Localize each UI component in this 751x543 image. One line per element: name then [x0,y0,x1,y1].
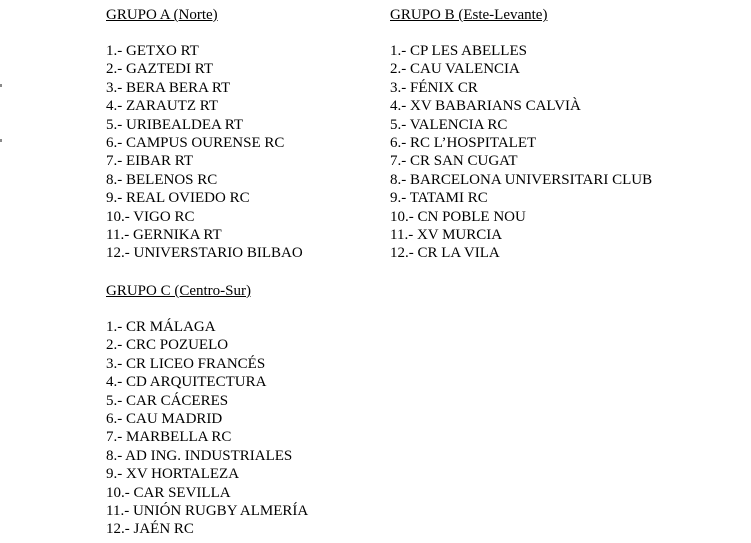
group-c-heading: GRUPO C (Centro-Sur) [106,283,251,299]
team-list-item: 4.- XV BABARIANS CALVIÀ [390,98,581,115]
team-list-item: 11.- UNIÓN RUGBY ALMERÍA [106,502,309,519]
team-list-item: 6.- CAU MADRID [106,410,223,427]
team-list-item: 9.- TATAMI RC [390,190,488,207]
group-b-heading: GRUPO B (Este-Levante) [390,7,548,23]
team-list-item: 5.- CAR CÁCERES [106,392,229,409]
group-b [390,6,652,263]
team-list-item: 6.- CAMPUS OURENSE RC [106,134,285,151]
team-list-item: 7.- MARBELLA RC [106,429,232,446]
team-list-item: 2.- GAZTEDI RT [106,61,213,78]
group-b-team-list [390,42,652,263]
team-list-item: 12.- JAÉN RC [106,521,194,538]
team-list-item: 3.- BERA BERA RT [106,79,231,96]
team-list-item: 1.- CP LES ABELLES [390,43,527,59]
team-list-item: 9.- XV HORTALEZA [106,466,240,483]
team-list-item: 8.- BARCELONA UNIVERSITARI CLUB [390,171,653,188]
group-a-heading: GRUPO A (Norte) [106,7,218,23]
team-list-item: 7.- CR SAN CUGAT [390,153,518,170]
team-list-item: 7.- EIBAR RT [106,153,194,170]
team-list-item: 12.- UNIVERSTARIO BILBAO [106,245,303,262]
team-list-item: 8.- AD ING. INDUSTRIALES [106,447,293,464]
team-list-item: 1.- GETXO RT [106,43,199,59]
team-list-item: 10.- CN POBLE NOU [390,208,526,225]
team-list-item: 2.- CAU VALENCIA [390,61,520,78]
team-list-item: 8.- BELENOS RC [106,171,218,188]
team-list-item: 3.- FÉNIX CR [390,79,478,96]
team-list-item: 9.- REAL OVIEDO RC [106,190,250,207]
team-list-item: 4.- CD ARQUITECTURA [106,374,267,391]
group-c-team-list [106,318,308,539]
team-list-item: 5.- URIBEALDEA RT [106,116,244,133]
team-list-item: 3.- CR LICEO FRANCÉS [106,355,266,372]
team-list-item: 11.- GERNIKA RT [106,226,222,243]
team-list-item: 10.- VIGO RC [106,208,195,225]
margin-mark [0,84,2,87]
team-list-item: 1.- CR MÁLAGA [106,319,216,335]
team-list-item: 12.- CR LA VILA [390,245,500,262]
team-list-item: 5.- VALENCIA RC [390,116,508,133]
group-a-team-list [106,42,303,263]
group-a [106,6,303,263]
team-list-item: 10.- CAR SEVILLA [106,484,231,501]
group-c [106,282,308,539]
team-list-item: 6.- RC L’HOSPITALET [390,134,537,151]
team-list-item: 2.- CRC POZUELO [106,337,229,354]
margin-mark [0,139,2,142]
team-list-item: 4.- ZARAUTZ RT [106,98,219,115]
team-list-item: 11.- XV MURCIA [390,226,503,243]
